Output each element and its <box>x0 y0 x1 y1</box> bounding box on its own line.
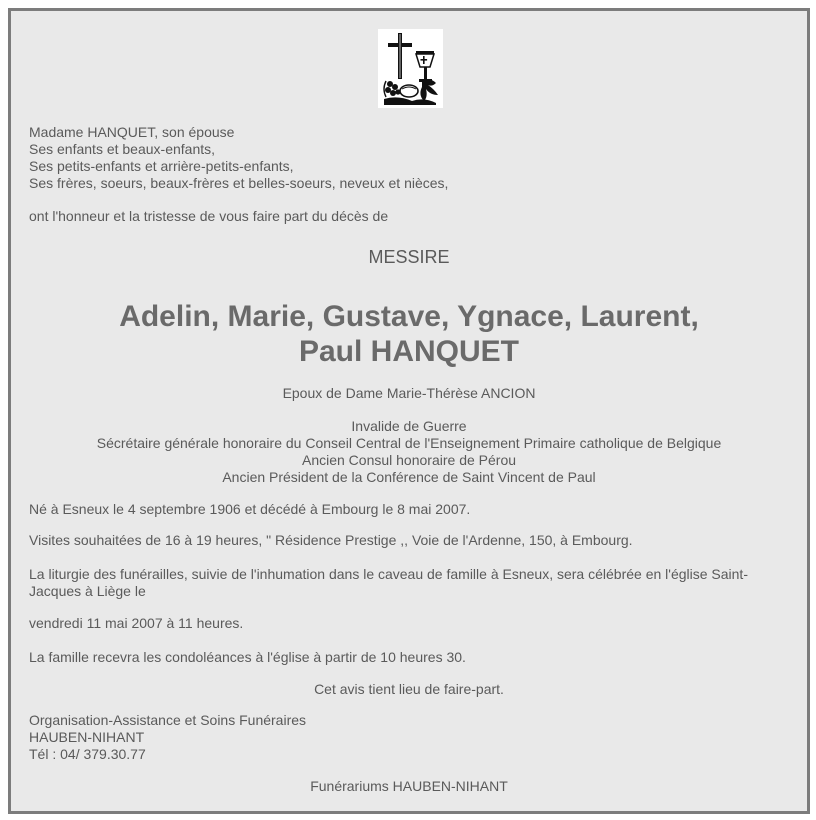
titles-list <box>11 418 807 486</box>
organisation-block <box>29 712 783 763</box>
spouse-text: Epoux de Dame Marie-Thérèse ANCION <box>282 385 536 401</box>
liturgy-text: La liturgie des funérailles, suivie de l'inhumation dans le caveau de famille à Esneux, sera célébrée en l'église Saint-Jacques à Liège le <box>29 566 748 599</box>
cross-chalice-icon <box>378 29 443 108</box>
organisation-phone: Tél : 04/ 379.30.77 <box>29 746 146 762</box>
notice-text: Cet avis tient lieu de faire-part. <box>314 681 504 697</box>
family-line: Ses petits-enfants et arrière-petits-enfants, <box>29 158 294 174</box>
family-line: Ses frères, soeurs, beaux-frères et belles-soeurs, neveux et nièces, <box>29 175 449 191</box>
family-list <box>29 124 783 192</box>
title-line: Ancien Consul honoraire de Pérou <box>301 452 517 468</box>
obituary-card <box>8 8 810 814</box>
organisation-line: Organisation-Assistance et Soins Funéraires <box>29 712 307 728</box>
birth-death-text: Né à Esneux le 4 septembre 1906 et décédé à Embourg le 8 mai 2007. <box>29 501 471 517</box>
title-line: Invalide de Guerre <box>351 418 467 434</box>
honorific-title: MESSIRE <box>368 247 450 267</box>
condolences-text: La famille recevra les condoléances à l'église à partir de 10 heures 30. <box>29 649 466 665</box>
announcement-text: ont l'honneur et la tristesse de vous faire part du décès de <box>29 208 389 224</box>
family-line: Madame HANQUET, son épouse <box>29 124 235 140</box>
deceased-name-line2: Paul HANQUET <box>298 335 520 368</box>
title-line: Ancien Président de la Conférence de Saint Vincent de Paul <box>222 469 596 485</box>
deceased-name-line1: Adelin, Marie, Gustave, Ygnace, Laurent, <box>119 300 699 333</box>
visits-text: Visites souhaitées de 16 à 19 heures, " Résidence Prestige ,, Voie de l'Ardenne, 150, à Embourg. <box>29 532 633 548</box>
family-line: Ses enfants et beaux-enfants, <box>29 141 216 157</box>
organisation-line: HAUBEN-NIHANT <box>29 729 145 745</box>
title-line: Sécrétaire générale honoraire du Conseil Central de l'Enseignement Primaire catholique de Belgique <box>96 435 722 451</box>
footer-text: Funérariums HAUBEN-NIHANT <box>310 778 508 794</box>
funeral-date-text: vendredi 11 mai 2007 à 11 heures. <box>29 615 244 631</box>
